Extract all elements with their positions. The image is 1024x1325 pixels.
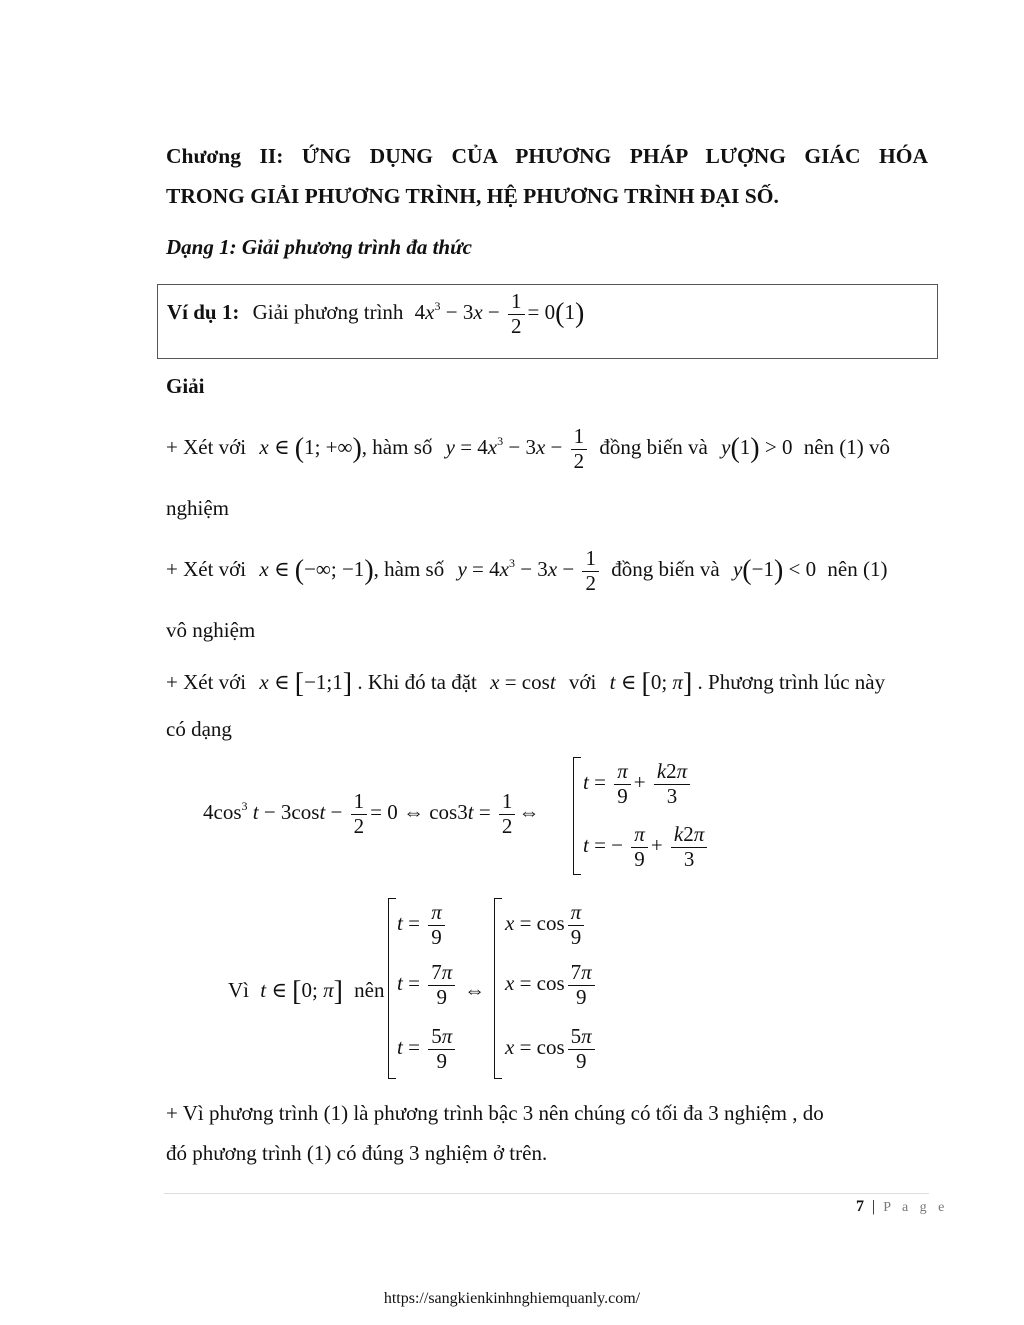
case-2-line: + Xét với x ∈ (−∞; −1), hàm số $y = 4x^3 - 3x$ − $\frac{1}{2}$ đồng biến và y(−1) < 0 nên (1) (166, 546, 888, 595)
case-1-line: + Xét với x ∈ (1; +∞), hàm số $y = 4x^3 - 3x$ − $\frac{1}{2}$ đồng biến và y(1) > 0 nên (1) vô (166, 424, 891, 473)
x-value-2: x = cos $\frac{7\pi}{9}$ (505, 961, 598, 1009)
page-number-footer (856, 1198, 948, 1216)
page-number: 7 (856, 1198, 864, 1215)
x-value-3: x = cos $\frac{5\pi}{9}$ (505, 1025, 598, 1073)
x-value-1: x = cos $\frac{\pi}{9}$ (505, 901, 587, 949)
t-values-bracket (388, 898, 389, 1079)
solution-heading: Giải (166, 374, 205, 398)
conclusion-line-2: đó phương trình (1) có đúng 3 nghiệm ở trên. (166, 1141, 548, 1165)
chapter-title-line-1: Chương II: ỨNG DỤNG CỦA PHƯƠNG PHÁP LƯỢNG GIÁC HÓA (166, 144, 928, 168)
trig-solution-bracket (573, 757, 574, 875)
page-label: P a g e (883, 1200, 949, 1215)
footer-divider (164, 1193, 929, 1194)
trig-equation: $4\cos^3$ t − 3cost − $\frac{1}{2}$ = 0 ⇔ cos3t = $\frac{1}{2}$ ⇔ (203, 789, 540, 838)
conclusion-line-1: + Vì phương trình (1) là phương trình bậc 3 nên chúng có tối đa 3 nghiệm , do (166, 1101, 824, 1125)
t-value-1: t = $\frac{\pi}{9}$ (397, 901, 448, 949)
case-1-continuation: nghiệm (166, 496, 229, 520)
x-values-bracket (494, 898, 495, 1079)
chapter-title-line-2: TRONG GIẢI PHƯƠNG TRÌNH, HỆ PHƯƠNG TRÌNH ĐẠI SỐ. (166, 184, 779, 208)
trig-solution-1: t = $\frac{\pi}{9}$ + $\frac{k2\pi}{3}$ (583, 760, 693, 808)
since-condition: Vì t ∈ [0; π] nên (228, 976, 385, 1007)
case-3-line: + Xét với x ∈ [−1;1] . Khi đó ta đặt x = cost với t ∈ [0; π] . Phương trình lúc này (166, 668, 886, 699)
example-text: Giải phương trình (252, 299, 404, 324)
equivalence-arrow: ⇔ (464, 978, 485, 1002)
case-3-continuation: có dạng (166, 717, 232, 741)
example-statement (167, 290, 584, 338)
trig-solution-2: t = − $\frac{\pi}{9}$ + $\frac{k2\pi}{3}$ (583, 823, 710, 871)
example-label: Ví dụ 1: (167, 299, 240, 324)
section-heading: Dạng 1: Giải phương trình đa thức (166, 235, 472, 259)
example-equation: $4x^3 - 3x$ − $\frac{1}{2}$ = 0(1) (414, 289, 585, 338)
t-value-3: t = $\frac{5\pi}{9}$ (397, 1025, 458, 1073)
t-value-2: t = $\frac{7\pi}{9}$ (397, 961, 458, 1009)
source-url[interactable]: https://sangkienkinhnghiemquanly.com/ (383, 1290, 641, 1307)
page-separator: | (872, 1198, 876, 1215)
case-2-continuation: vô nghiệm (166, 618, 256, 642)
